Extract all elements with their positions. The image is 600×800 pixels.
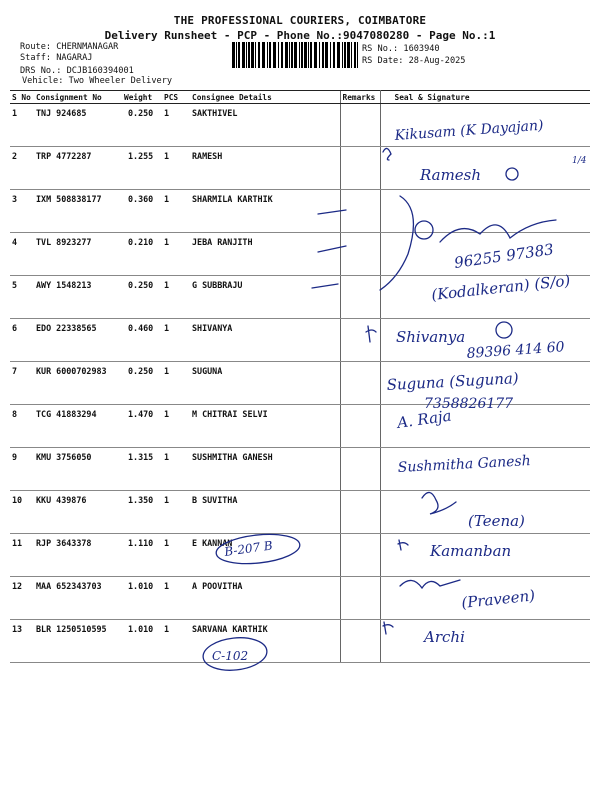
cell-seal-signature <box>380 405 590 448</box>
cell-seal-signature <box>380 104 590 147</box>
cell-remarks <box>340 319 380 362</box>
cell-remarks <box>340 362 380 405</box>
cell-seal-signature <box>380 577 590 620</box>
cell-pcs: 1 <box>162 577 190 620</box>
cell-seal-signature <box>380 233 590 276</box>
cell-sno: 13 <box>10 620 34 663</box>
cell-weight: 1.010 <box>122 577 162 620</box>
col-consignee: Consignee Details <box>190 91 340 104</box>
cell-weight: 1.255 <box>122 147 162 190</box>
cell-sno: 3 <box>10 190 34 233</box>
cell-consignee: A POOVITHA <box>190 577 340 620</box>
cell-weight: 1.315 <box>122 448 162 491</box>
vehicle-label: Vehicle: Two Wheeler Delivery <box>22 76 173 86</box>
cell-seal-signature <box>380 362 590 405</box>
cell-remarks <box>340 147 380 190</box>
cell-consignment: TNJ 924685 <box>34 104 122 147</box>
cell-sno: 7 <box>10 362 34 405</box>
cell-seal-signature <box>380 534 590 577</box>
signature-row-2: Ramesh <box>420 166 482 184</box>
cell-pcs: 1 <box>162 104 190 147</box>
table-row <box>10 190 590 233</box>
cell-pcs: 1 <box>162 534 190 577</box>
cell-pcs: 1 <box>162 362 190 405</box>
cell-remarks <box>340 233 380 276</box>
cell-consignment: TRP 4772287 <box>34 147 122 190</box>
cell-sno: 10 <box>10 491 34 534</box>
cell-consignment: RJP 3643378 <box>34 534 122 577</box>
signature-row-5: (Kodalkeran) (S/o) <box>430 271 572 304</box>
cell-sno: 1 <box>10 104 34 147</box>
table-row <box>10 147 590 190</box>
cell-consignee: M CHITRAI SELVI <box>190 405 340 448</box>
route-label: Route: CHERNMANAGAR <box>20 42 119 52</box>
col-weight: Weight <box>122 91 162 104</box>
cell-seal-signature <box>380 491 590 534</box>
cell-consignee: JEBA RANJITH <box>190 233 340 276</box>
cell-sno: 6 <box>10 319 34 362</box>
cell-remarks <box>340 448 380 491</box>
signature-row-7: Suguna (Suguna) <box>386 369 520 394</box>
signature-row-6: Shivanya <box>396 328 466 346</box>
cell-consignment: KUR 6000702983 <box>34 362 122 405</box>
cell-pcs: 1 <box>162 147 190 190</box>
cell-seal-signature <box>380 276 590 319</box>
col-remarks: Remarks <box>340 91 380 104</box>
cell-pcs: 1 <box>162 491 190 534</box>
table-row <box>10 405 590 448</box>
cell-pcs: 1 <box>162 190 190 233</box>
runsheet-table <box>10 90 590 663</box>
cell-consignee: RAMESH <box>190 147 340 190</box>
table-row <box>10 448 590 491</box>
col-consignment: Consignment No <box>34 91 122 104</box>
table-row <box>10 620 590 663</box>
cell-sno: 4 <box>10 233 34 276</box>
cell-seal-signature <box>380 147 590 190</box>
phone-row-7: 7358826177 <box>424 396 514 412</box>
table-row <box>10 534 590 577</box>
barcode-image <box>232 42 358 68</box>
table-row <box>10 104 590 147</box>
cell-pcs: 1 <box>162 448 190 491</box>
signature-row-9: Sushmitha Ganesh <box>397 453 532 476</box>
cell-remarks <box>340 104 380 147</box>
cell-remarks <box>340 405 380 448</box>
signature-row-1-fraction: 1/4 <box>572 156 587 166</box>
cell-consignment: TVL 8923277 <box>34 233 122 276</box>
cell-weight: 1.350 <box>122 491 162 534</box>
cell-remarks <box>340 620 380 663</box>
rs-number: RS No.: 1603940 <box>362 44 440 54</box>
cell-weight: 0.250 <box>122 104 162 147</box>
phone-row-6: 89396 414 60 <box>466 339 566 362</box>
table-row <box>10 362 590 405</box>
cell-pcs: 1 <box>162 276 190 319</box>
cell-consignee: B SUVITHA <box>190 491 340 534</box>
cell-consignee: SHIVANYA <box>190 319 340 362</box>
phone-row-4: 96255 97383 <box>453 240 555 272</box>
cell-consignment: TCG 41883294 <box>34 405 122 448</box>
cell-remarks <box>340 491 380 534</box>
cell-weight: 1.470 <box>122 405 162 448</box>
cell-consignment: KKU 439876 <box>34 491 122 534</box>
cell-consignee: SUSHMITHA GANESH <box>190 448 340 491</box>
signature-row-8: A. Raja <box>396 406 453 432</box>
cell-remarks <box>340 534 380 577</box>
cell-sno: 12 <box>10 577 34 620</box>
company-title: THE PROFESSIONAL COURIERS, COIMBATORE <box>173 14 427 27</box>
cell-weight: 0.250 <box>122 276 162 319</box>
cell-seal-signature <box>380 319 590 362</box>
cell-weight: 0.460 <box>122 319 162 362</box>
cell-consignee: SHARMILA KARTHIK <box>190 190 340 233</box>
table-row <box>10 319 590 362</box>
cell-seal-signature <box>380 190 590 233</box>
signature-row-12: (Praveen) <box>460 586 536 612</box>
cell-consignee: SUGUNA <box>190 362 340 405</box>
cell-weight: 1.010 <box>122 620 162 663</box>
runsheet-subtitle: Delivery Runsheet - PCP - Phone No.:9047080280 - Page No.:1 <box>104 29 496 42</box>
cell-pcs: 1 <box>162 319 190 362</box>
cell-remarks <box>340 190 380 233</box>
signature-row-13: Archi <box>424 628 465 646</box>
cell-remarks <box>340 276 380 319</box>
table-header-row <box>10 91 590 104</box>
cell-consignee: SAKTHIVEL <box>190 104 340 147</box>
cell-consignee: G SUBBRAJU <box>190 276 340 319</box>
cell-weight: 1.110 <box>122 534 162 577</box>
cell-weight: 0.250 <box>122 362 162 405</box>
cell-consignment: BLR 1250510595 <box>34 620 122 663</box>
note-row-11: B-207 B <box>223 538 274 559</box>
col-seal: Seal & Signature <box>380 91 590 104</box>
cell-pcs: 1 <box>162 233 190 276</box>
cell-weight: 0.360 <box>122 190 162 233</box>
cell-consignment: EDO 22338565 <box>34 319 122 362</box>
cell-pcs: 1 <box>162 405 190 448</box>
signature-row-10: (Teena) <box>468 512 525 530</box>
cell-pcs: 1 <box>162 620 190 663</box>
table-row <box>10 577 590 620</box>
signature-row-1: Kikusam (K Dayajan) <box>394 117 544 144</box>
cell-consignment: AWY 1548213 <box>34 276 122 319</box>
cell-consignment: MAA 652343703 <box>34 577 122 620</box>
cell-consignment: KMU 3756050 <box>34 448 122 491</box>
cell-remarks <box>340 577 380 620</box>
cell-sno: 11 <box>10 534 34 577</box>
cell-consignee: SARVANA KARTHIK <box>190 620 340 663</box>
cell-seal-signature <box>380 448 590 491</box>
staff-label: Staff: NAGARAJ <box>20 53 93 63</box>
cell-consignee: E KANNAN <box>190 534 340 577</box>
table-row <box>10 233 590 276</box>
drs-number: DRS No.: DCJB160394001 <box>20 66 134 76</box>
cell-sno: 2 <box>10 147 34 190</box>
cell-sno: 8 <box>10 405 34 448</box>
note-row-13: C-102 <box>212 649 249 663</box>
table-row <box>10 491 590 534</box>
col-sno: S No <box>10 91 34 104</box>
col-pcs: PCS <box>162 91 190 104</box>
cell-sno: 5 <box>10 276 34 319</box>
signature-row-11: Kamanban <box>430 542 512 560</box>
cell-consignment: IXM 508838177 <box>34 190 122 233</box>
rs-date: RS Date: 28-Aug-2025 <box>362 56 466 66</box>
cell-sno: 9 <box>10 448 34 491</box>
table-row <box>10 276 590 319</box>
cell-weight: 0.210 <box>122 233 162 276</box>
cell-seal-signature <box>380 620 590 663</box>
